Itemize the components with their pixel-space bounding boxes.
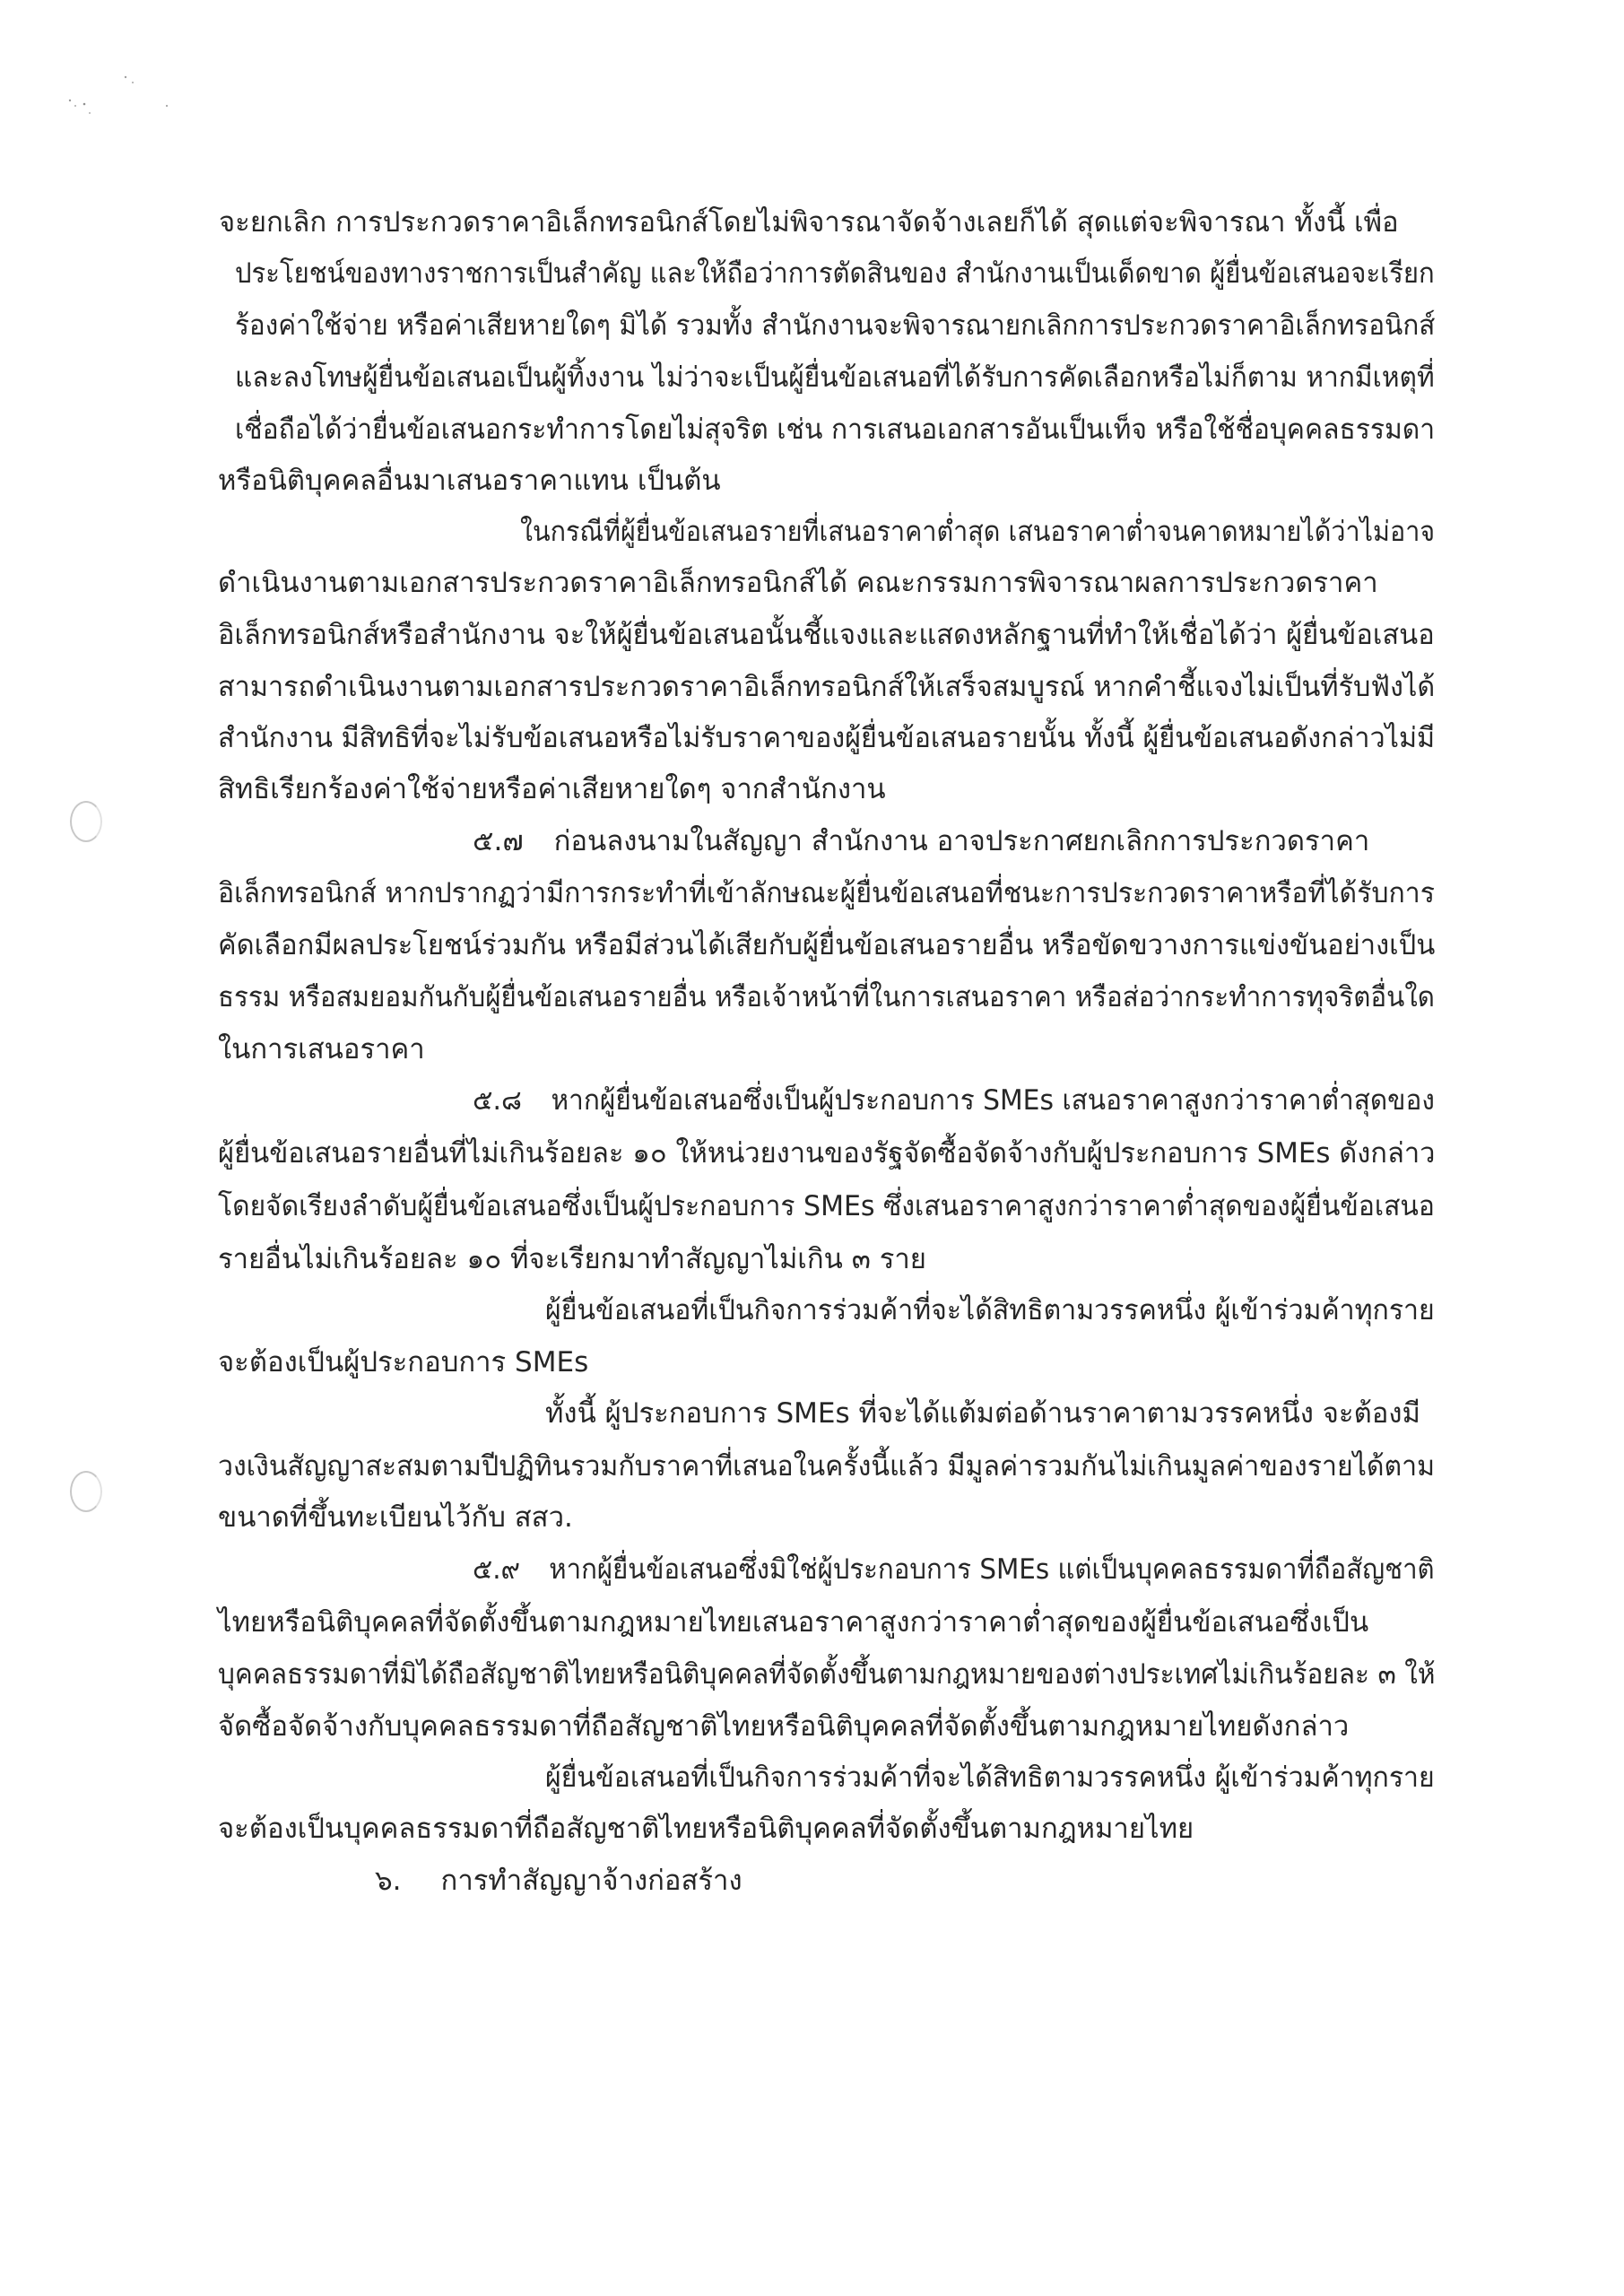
text-line: ประโยชน์ของทางราชการเป็นสำคัญ และให้ถือว่าการตัดสินของ สำนักงานเป็นเด็ดขาด ผู้ยื่นข้อเสนอจะเรียก [235,257,1435,290]
text-line: ผู้ยื่นข้อเสนอรายอื่นที่ไม่เกินร้อยละ ๑๐ ให้หน่วยงานของรัฐจัดซื้อจัดจ้างกับผู้ประกอบการ SMEs ดังกล่าว [218,1137,1436,1170]
clause-5-9 [473,1552,1435,1587]
text-line: สำนักงาน มีสิทธิที่จะไม่รับข้อเสนอหรือไม่รับราคาของผู้ยื่นข้อเสนอรายนั้น ทั้งนี้ ผู้ยื่นข้อเสนอดังกล่าวไม่มี [218,722,1436,754]
text-line: และลงโทษผู้ยื่นข้อเสนอเป็นผู้ทิ้งงาน ไม่ว่าจะเป็นผู้ยื่นข้อเสนอที่ได้รับการคัดเลือกหรือไม่ก็ตาม หากมีเหตุที่ [235,361,1435,394]
text-line: ผู้ยื่นข้อเสนอที่เป็นกิจการร่วมค้าที่จะได้สิทธิตามวรรคหนึ่ง ผู้เข้าร่วมค้าทุกราย [545,1294,1435,1326]
clause-text: หากผู้ยื่นข้อเสนอซึ่งมิใช่ผู้ประกอบการ SMEs แต่เป็นบุคคลธรรมดาที่ถือสัญชาติ [549,1553,1435,1586]
text-line: เชื่อถือได้ว่ายื่นข้อเสนอกระทำการโดยไม่สุจริต เช่น การเสนอเอกสารอันเป็นเท็จ หรือใช้ชื่อบุคคลธรรมดา [235,413,1436,446]
text-line: ในกรณีที่ผู้ยื่นข้อเสนอรายที่เสนอราคาต่ำสุด เสนอราคาต่ำจนคาดหมายได้ว่าไม่อาจ [520,516,1436,548]
section-number: ๖. [375,1865,402,1897]
punch-hole-lower [70,1471,102,1512]
text-line: ทั้งนี้ ผู้ประกอบการ SMEs ที่จะได้แต้มต่อด้านราคาตามวรรคหนึ่ง จะต้องมี [545,1397,1420,1430]
clause-text: หากผู้ยื่นข้อเสนอซึ่งเป็นผู้ประกอบการ SMEs เสนอราคาสูงกว่าราคาต่ำสุดของ [551,1084,1435,1117]
text-line: อิเล็กทรอนิกส์หรือสำนักงาน จะให้ผู้ยื่นข้อเสนอนั้นชี้แจงและแสดงหลักฐานที่ทำให้เชื่อได้ว่า ผู้ยื่นข้อเสนอ [218,619,1435,651]
text-line: อิเล็กทรอนิกส์ หากปรากฏว่ามีการกระทำที่เข้าลักษณะผู้ยื่นข้อเสนอที่ชนะการประกวดราคาหรือที่ได้รับการ [218,877,1435,909]
text-line: ในการเสนอราคา [218,1033,425,1065]
clause-5-8 [473,1083,1435,1118]
clause-5-7 [473,823,1369,859]
text-line: วงเงินสัญญาสะสมตามปีปฏิทินรวมกับราคาที่เสนอในครั้งนี้แล้ว มีมูลค่ารวมกันไม่เกินมูลค่าของรายได้ตาม [218,1450,1436,1483]
text-line: จัดซื้อจัดจ้างกับบุคคลธรรมดาที่ถือสัญชาติไทยหรือนิติบุคคลที่จัดตั้งขึ้นตามกฎหมายไทยดังกล่าว [218,1710,1350,1743]
scan-specks [54,72,197,135]
text-line: ผู้ยื่นข้อเสนอที่เป็นกิจการร่วมค้าที่จะได้สิทธิตามวรรคหนึ่ง ผู้เข้าร่วมค้าทุกราย [545,1761,1435,1794]
text-line: จะต้องเป็นบุคคลธรรมดาที่ถือสัญชาติไทยหรือนิติบุคคลที่จัดตั้งขึ้นตามกฎหมายไทย [218,1813,1194,1845]
clause-number: ๕.๘ [473,1084,522,1117]
section-6-heading [375,1863,743,1899]
text-line: รายอื่นไม่เกินร้อยละ ๑๐ ที่จะเรียกมาทำสัญญาไม่เกิน ๓ ราย [218,1243,926,1275]
text-line: คัดเลือกมีผลประโยชน์ร่วมกัน หรือมีส่วนได้เสียกับผู้ยื่นข้อเสนอรายอื่น หรือขัดขวางการแข่งขันอย่างเป็น [218,929,1436,961]
text-line: ดำเนินงานตามเอกสารประกวดราคาอิเล็กทรอนิกส์ได้ คณะกรรมการพิจารณาผลการประกวดราคา [218,567,1378,599]
text-line: จะต้องเป็นผู้ประกอบการ SMEs [218,1346,589,1378]
section-title: การทำสัญญาจ้างก่อสร้าง [440,1865,743,1897]
clause-number: ๕.๗ [473,825,524,857]
clause-number: ๕.๙ [473,1553,521,1586]
text-line: บุคคลธรรมดาที่มิได้ถือสัญชาติไทยหรือนิติบุคคลที่จัดตั้งขึ้นตามกฎหมายของต่างประเทศไม่เกินร้อยละ ๓ ให้ [218,1658,1436,1691]
text-line: โดยจัดเรียงลำดับผู้ยื่นข้อเสนอซึ่งเป็นผู้ประกอบการ SMEs ซึ่งเสนอราคาสูงกว่าราคาต่ำสุดของผู้ยื่นข้อเสนอ [218,1190,1435,1222]
text-line: จะยกเลิก การประกวดราคาอิเล็กทรอนิกส์โดยไม่พิจารณาจัดจ้างเลยก็ได้ สุดแต่จะพิจารณา ทั้งนี้ เพื่อ [219,206,1399,239]
text-line: หรือนิติบุคคลอื่นมาเสนอราคาแทน เป็นต้น [218,465,721,497]
text-line: ร้องค่าใช้จ่าย หรือค่าเสียหายใดๆ มิได้ รวมทั้ง สำนักงานจะพิจารณายกเลิกการประกวดราคาอิเล็กทรอนิกส์ [235,309,1436,342]
text-line: ธรรม หรือสมยอมกันกับผู้ยื่นข้อเสนอรายอื่น หรือเจ้าหน้าที่ในการเสนอราคา หรือส่อว่ากระทำการทุจริตอื่นใด [218,981,1435,1013]
text-line: สามารถดำเนินงานตามเอกสารประกวดราคาอิเล็กทรอนิกส์ให้เสร็จสมบูรณ์ หากคำชี้แจงไม่เป็นที่รับฟังได้ [218,671,1436,703]
clause-text: ก่อนลงนามในสัญญา สำนักงาน อาจประกาศยกเลิกการประกวดราคา [553,825,1370,857]
text-line: ไทยหรือนิติบุคคลที่จัดตั้งขึ้นตามกฎหมายไทยเสนอราคาสูงกว่าราคาต่ำสุดของผู้ยื่นข้อเสนอซึ่งเป็น [218,1606,1369,1639]
punch-hole-upper [70,801,102,842]
text-line: ขนาดที่ขึ้นทะเบียนไว้กับ สสว. [218,1501,573,1534]
text-line: สิทธิเรียกร้องค่าใช้จ่ายหรือค่าเสียหายใดๆ จากสำนักงาน [218,773,886,805]
